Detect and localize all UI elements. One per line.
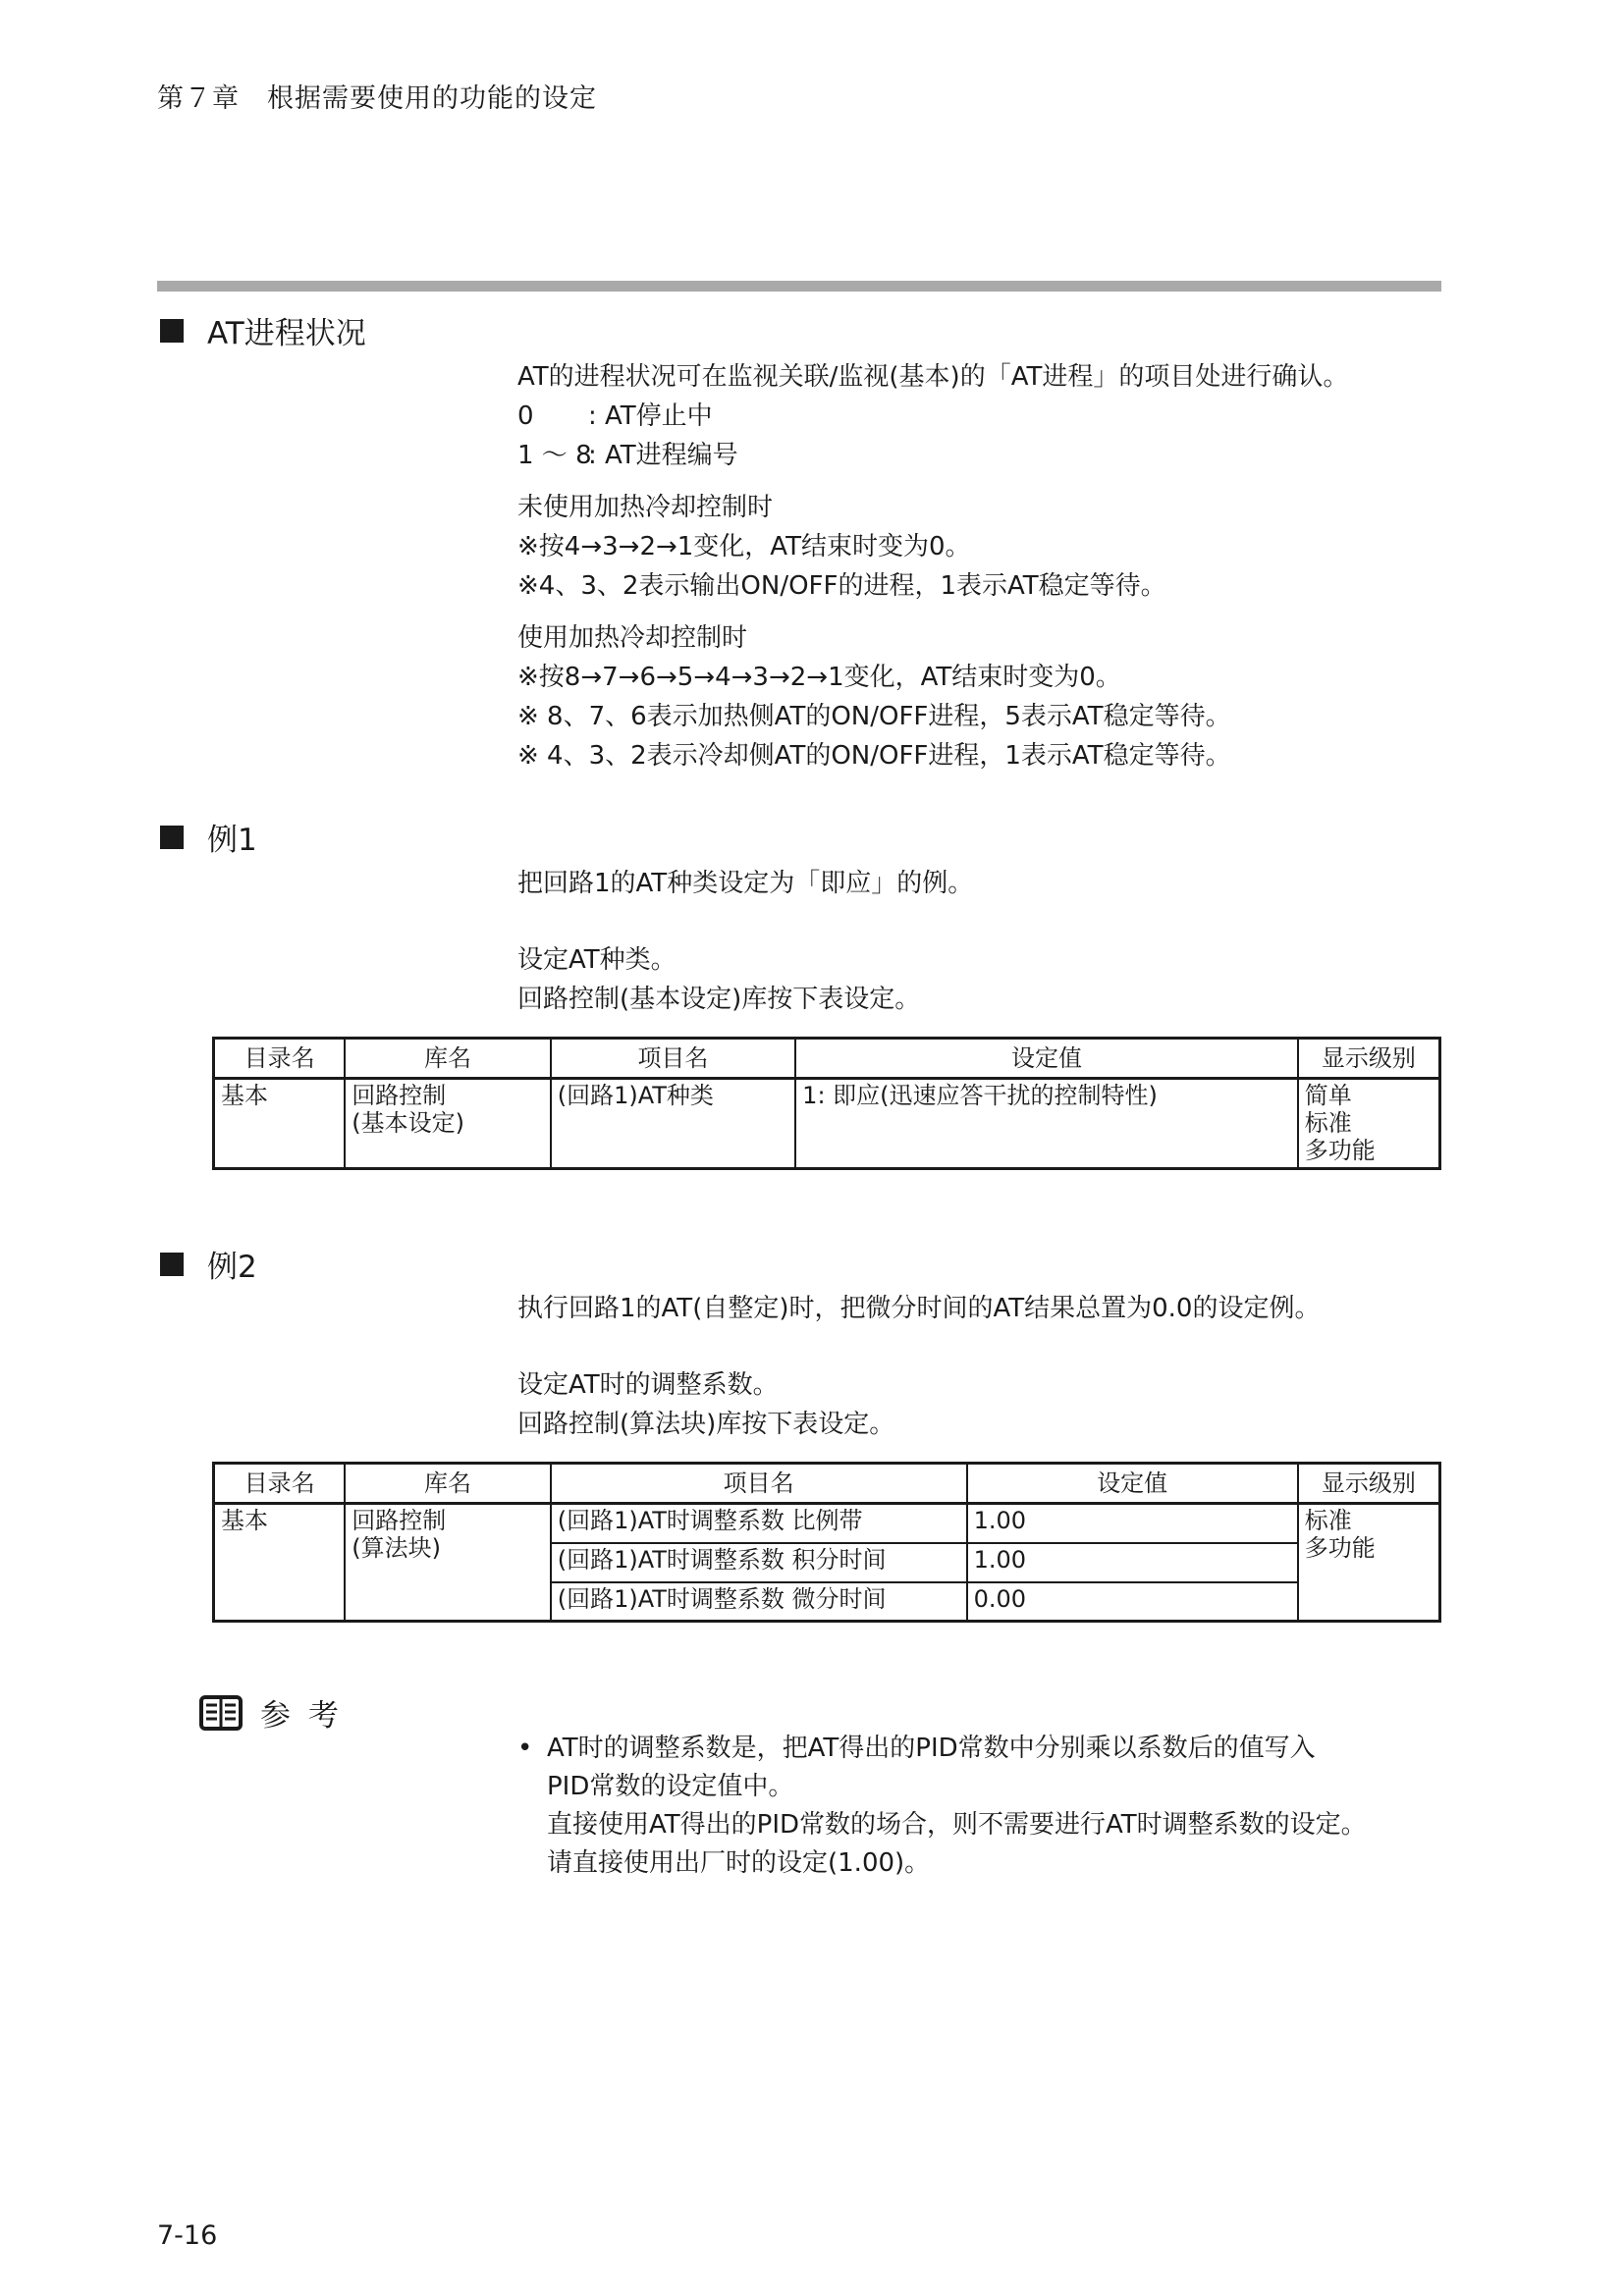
section-heading-text: 例2 xyxy=(207,1250,257,1285)
example2-step1: 设定AT时的调整系数。 xyxy=(517,1370,779,1400)
value-cell: 1.00 xyxy=(967,1504,1298,1543)
reference-heading-text: 参 考 xyxy=(260,1698,343,1734)
column-header: 目录名 xyxy=(214,1039,346,1079)
column-header: 设定值 xyxy=(795,1039,1298,1079)
status-row-1 xyxy=(517,436,738,475)
column-header: 目录名 xyxy=(214,1464,346,1504)
no-heatcool-title: 未使用加热冷却控制时 xyxy=(517,493,774,522)
column-header: 设定值 xyxy=(967,1464,1298,1504)
reference-heading xyxy=(199,1690,343,1735)
example1-settings-table xyxy=(212,1037,1441,1170)
section-heading-text: 例1 xyxy=(207,823,257,858)
reference-body xyxy=(517,1730,1450,1883)
example1-step2: 回路控制(基本设定)库按下表设定。 xyxy=(517,985,921,1014)
square-bullet-icon xyxy=(160,826,184,849)
reference-line-4: 请直接使用出厂时的设定(1.00)。 xyxy=(547,1848,931,1878)
page-number: 7-16 xyxy=(157,2220,218,2251)
item-cell: (回路1)AT种类 xyxy=(551,1079,795,1169)
item-cell: (回路1)AT时调整系数 微分时间 xyxy=(551,1582,967,1622)
example1-step1: 设定AT种类。 xyxy=(517,945,677,975)
section-heading-example-2 xyxy=(160,1242,257,1286)
status-row-0 xyxy=(517,397,713,436)
reference-line-3: 直接使用AT得出的PID常数的场合，则不需要进行AT时调整系数的设定。 xyxy=(547,1810,1367,1840)
section-heading-at-progress xyxy=(160,308,366,352)
square-bullet-icon xyxy=(160,1253,184,1276)
no-heatcool-line-2: ※4、3、2表示输出ON/OFF的进程，1表示AT稳定等待。 xyxy=(517,571,1166,601)
bank-cell: 回路控制 (算法块) xyxy=(345,1504,551,1622)
heatcool-title: 使用加热冷却控制时 xyxy=(517,623,748,653)
status-desc: : AT进程编号 xyxy=(588,441,738,470)
value-cell: 1: 即应(迅速应答干扰的控制特性) xyxy=(795,1079,1298,1169)
status-key: 1 ～ 8 xyxy=(517,441,592,470)
column-header: 显示级别 xyxy=(1298,1039,1440,1079)
example1-desc: 把回路1的AT种类设定为「即应」的例。 xyxy=(517,869,974,898)
reference-line-1: AT时的调整系数是，把AT得出的PID常数中分别乘以系数后的值写入 xyxy=(547,1734,1316,1763)
directory-cell: 基本 xyxy=(214,1079,346,1169)
bank-cell: 回路控制 (基本设定) xyxy=(345,1079,551,1169)
status-key: 0 xyxy=(517,401,534,431)
example2-settings-table xyxy=(212,1462,1441,1623)
value-cell: 1.00 xyxy=(967,1543,1298,1582)
reference-line-2: PID常数的设定值中。 xyxy=(547,1772,794,1801)
status-desc: : AT停止中 xyxy=(588,401,713,431)
no-heatcool-line-1: ※按4→3→2→1变化，AT结束时变为0。 xyxy=(517,532,971,561)
column-header: 项目名 xyxy=(551,1464,967,1504)
table-row xyxy=(214,1504,1440,1543)
book-icon xyxy=(199,1694,243,1732)
square-bullet-icon xyxy=(160,319,184,343)
table-header-row xyxy=(214,1464,1440,1504)
example2-step2: 回路控制(算法块)库按下表设定。 xyxy=(517,1410,895,1439)
column-header: 库名 xyxy=(345,1039,551,1079)
column-header: 项目名 xyxy=(551,1039,795,1079)
value-cell: 0.00 xyxy=(967,1582,1298,1622)
table-row xyxy=(214,1079,1440,1169)
at-intro-text: AT的进程状况可在监视关联/监视(基本)的「AT进程」的项目处进行确认。 xyxy=(517,362,1349,392)
item-cell: (回路1)AT时调整系数 积分时间 xyxy=(551,1543,967,1582)
heatcool-line-3: ※ 4、3、2表示冷却侧AT的ON/OFF进程，1表示AT稳定等待。 xyxy=(517,741,1231,771)
section-heading-text: AT进程状况 xyxy=(207,316,366,351)
directory-cell: 基本 xyxy=(214,1504,346,1622)
example2-desc: 执行回路1的AT(自整定)时，把微分时间的AT结果总置为0.0的设定例。 xyxy=(517,1294,1321,1323)
level-cell: 简单 标准 多功能 xyxy=(1298,1079,1440,1169)
column-header: 显示级别 xyxy=(1298,1464,1440,1504)
section-heading-example-1 xyxy=(160,815,257,859)
bullet-icon: • xyxy=(517,1734,533,1763)
chapter-title: 第７章 根据需要使用的功能的设定 xyxy=(157,83,597,114)
heatcool-line-2: ※ 8、7、6表示加热侧AT的ON/OFF进程，5表示AT稳定等待。 xyxy=(517,702,1231,731)
level-cell: 标准 多功能 xyxy=(1298,1504,1440,1622)
heatcool-line-1: ※按8→7→6→5→4→3→2→1变化，AT结束时变为0。 xyxy=(517,663,1121,692)
section-divider xyxy=(157,281,1441,292)
column-header: 库名 xyxy=(345,1464,551,1504)
table-header-row xyxy=(214,1039,1440,1079)
item-cell: (回路1)AT时调整系数 比例带 xyxy=(551,1504,967,1543)
